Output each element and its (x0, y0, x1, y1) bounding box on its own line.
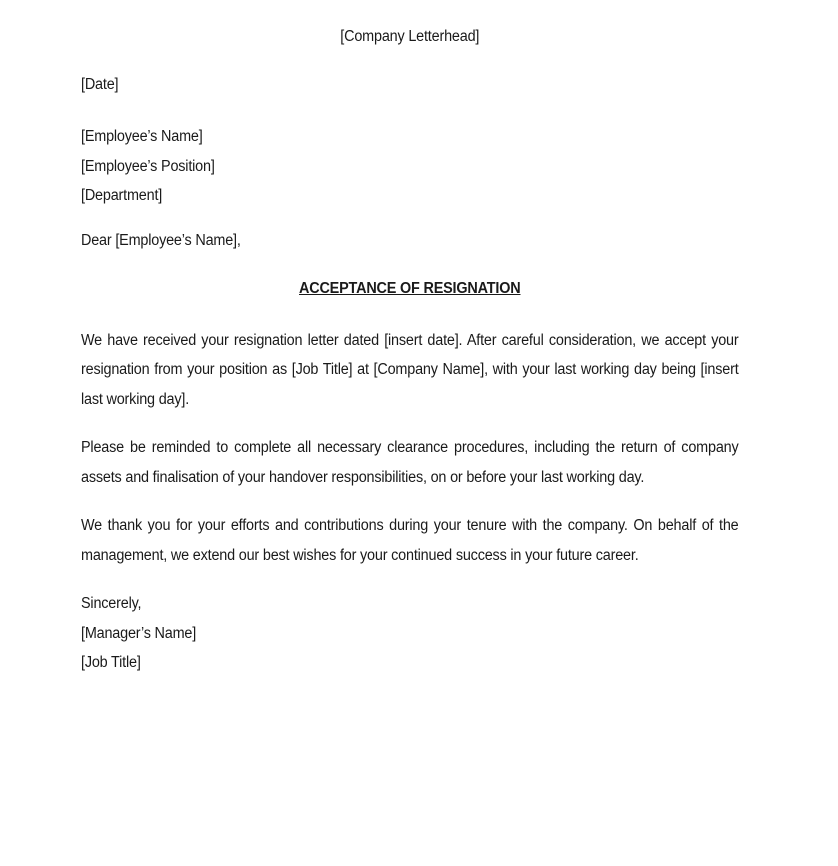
valediction: Sincerely, (81, 595, 142, 612)
paragraph-thanks: We thank you for your efforts and contributions during your tenure with the company. On behalf of the management, we extend our best wishes for your continued success in your future career. (81, 517, 739, 564)
recipient-name: [Employee’s Name] (81, 128, 203, 145)
salutation: Dear [Employee’s Name], (81, 231, 241, 249)
closing-block (81, 589, 739, 678)
recipient-department: [Department] (81, 187, 163, 204)
letter-title: ACCEPTANCE OF RESIGNATION (299, 279, 521, 297)
paragraph-clearance: Please be reminded to complete all necessary clearance procedures, including the return of company assets and finalisation of your handover responsibilities, on or before your last working day. (81, 439, 739, 486)
letter-body (81, 26, 739, 697)
manager-job-title: [Job Title] (81, 654, 141, 671)
manager-name: [Manager’s Name] (81, 624, 197, 642)
recipient-block (81, 122, 739, 211)
company-letterhead: [Company Letterhead] (340, 28, 480, 45)
paragraph-acceptance: We have received your resignation letter dated [insert date]. After careful consideration, we accept your resignation from your position as [Job Title] at [Company Name], with your last working day being [insert last working day]. (81, 331, 739, 408)
recipient-position: [Employee’s Position] (81, 157, 215, 175)
letter-date: [Date] (81, 76, 119, 93)
